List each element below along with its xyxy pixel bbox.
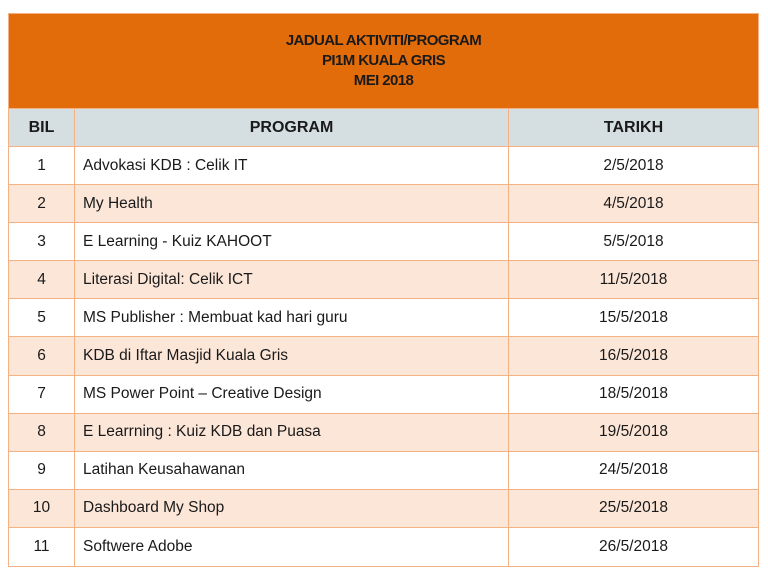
schedule-table xyxy=(8,13,759,567)
row-tarikh: 5/5/2018 xyxy=(603,232,664,250)
table-row xyxy=(9,185,758,223)
row-tarikh: 16/5/2018 xyxy=(599,347,668,365)
row-tarikh: 24/5/2018 xyxy=(599,461,668,479)
row-bil: 1 xyxy=(9,147,75,184)
table-row xyxy=(9,376,758,414)
row-bil: 11 xyxy=(9,528,75,566)
table-title: JADUAL AKTIVITI/PROGRAM xyxy=(285,32,482,49)
table-row xyxy=(9,528,758,566)
table-row xyxy=(9,299,758,337)
row-program: My Health xyxy=(75,185,509,222)
row-tarikh: 2/5/2018 xyxy=(603,156,664,174)
row-bil: 3 xyxy=(9,223,75,260)
row-program: MS Power Point – Creative Design xyxy=(75,376,509,413)
row-tarikh: 26/5/2018 xyxy=(599,537,668,555)
row-bil: 4 xyxy=(9,261,75,298)
table-subtitle-month: MEI 2018 xyxy=(353,72,414,89)
column-header-bil: BIL xyxy=(9,109,75,146)
row-program: Dashboard My Shop xyxy=(75,490,509,527)
row-bil: 10 xyxy=(9,490,75,527)
row-tarikh: 11/5/2018 xyxy=(599,270,668,288)
table-row xyxy=(9,452,758,490)
row-program: Literasi Digital: Celik ICT xyxy=(75,261,509,298)
row-tarikh: 18/5/2018 xyxy=(599,385,668,403)
row-program: Softwere Adobe xyxy=(75,528,509,566)
column-header-row xyxy=(9,109,758,147)
row-bil: 6 xyxy=(9,337,75,374)
column-header-program: PROGRAM xyxy=(75,109,509,146)
table-row xyxy=(9,337,758,375)
row-program: MS Publisher : Membuat kad hari guru xyxy=(75,299,509,336)
table-row xyxy=(9,414,758,452)
row-bil: 2 xyxy=(9,185,75,222)
row-tarikh: 25/5/2018 xyxy=(599,499,668,517)
row-bil: 8 xyxy=(9,414,75,451)
row-tarikh: 19/5/2018 xyxy=(599,423,668,441)
row-program: Advokasi KDB : Celik IT xyxy=(75,147,509,184)
row-program: KDB di Iftar Masjid Kuala Gris xyxy=(75,337,509,374)
row-program: Latihan Keusahawanan xyxy=(75,452,509,489)
table-row xyxy=(9,261,758,299)
row-bil: 7 xyxy=(9,376,75,413)
row-tarikh: 4/5/2018 xyxy=(603,194,664,212)
column-header-tarikh: TARIKH xyxy=(603,118,664,136)
table-row xyxy=(9,490,758,528)
row-bil: 5 xyxy=(9,299,75,336)
table-row xyxy=(9,147,758,185)
row-program: E Learrning : Kuiz KDB dan Puasa xyxy=(75,414,509,451)
table-title-block xyxy=(9,14,758,109)
table-row xyxy=(9,223,758,261)
row-program: E Learning - Kuiz KAHOOT xyxy=(75,223,509,260)
table-subtitle-location: PI1M KUALA GRIS xyxy=(322,52,445,69)
row-tarikh: 15/5/2018 xyxy=(599,308,668,326)
row-bil: 9 xyxy=(9,452,75,489)
